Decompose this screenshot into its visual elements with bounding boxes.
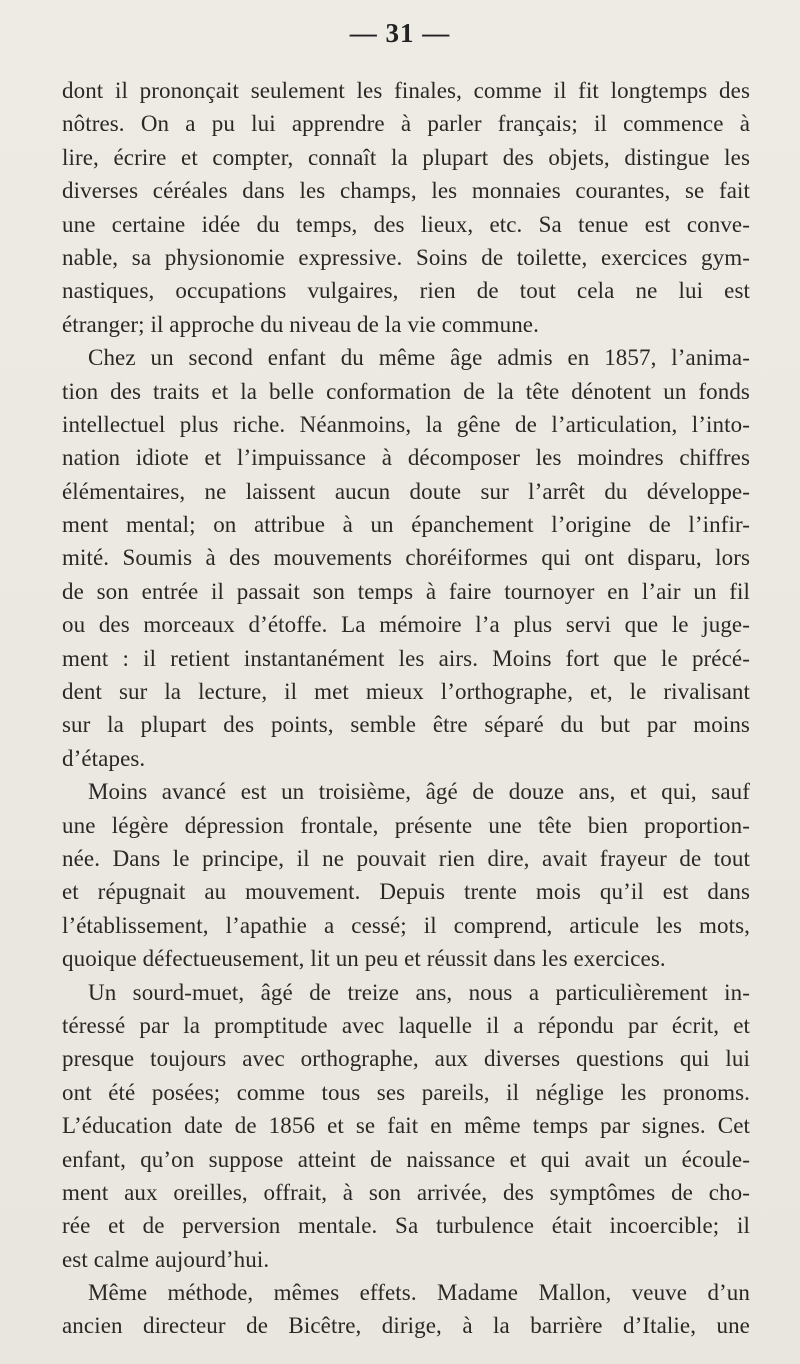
text-line: presque toujours avec orthographe, aux diverses questions qui lui [62,1046,750,1072]
text-line: une certaine idée du temps, des lieux, etc. Sa tenue est conve- [62,211,750,237]
text-line: rée et de perversion mentale. Sa turbulence était incoercible; il [62,1213,750,1239]
text-line: étranger; il approche du niveau de la vie commune. [62,311,539,337]
text-line: tion des traits et la belle conformation de la tête dénotent un fonds [62,378,750,404]
text-line: nôtres. On a pu lui apprendre à parler français; il commence à [62,111,750,137]
text-line: sur la plupart des points, semble être séparé du but par moins [62,712,750,738]
text-line: Chez un second enfant du même âge admis en 1857, l’anima- [88,345,750,371]
text-line: enfant, qu’on suppose atteint de naissance et qui avait un écoule- [62,1146,750,1172]
text-line: une légère dépression frontale, présente une tête bien proportion- [62,812,750,838]
text-line: diverses céréales dans les champs, les monnaies courantes, se fait [62,178,750,204]
text-line: ment mental; on attribue à un épanchement l’origine de l’infir- [62,512,750,538]
text-line: quoique défectueusement, lit un peu et réussit dans les exercices. [62,946,666,972]
text-line: ou des morceaux d’étoffe. La mémoire l’a plus servi que le juge- [62,612,750,638]
text-line: téressé par la promptitude avec laquelle il a répondu par écrit, et [62,1012,750,1038]
page-number-header: — 31 — [349,18,451,48]
text-line: est calme aujourd’hui. [62,1246,270,1272]
text-line: dont il prononçait seulement les finales, comme il fit longtemps des [62,78,750,103]
text-line: mité. Soumis à des mouvements choréiformes qui ont disparu, lors [62,545,750,571]
text-line: née. Dans le principe, il ne pouvait rien dire, avait frayeur de tout [62,845,750,871]
body-text [62,74,750,1343]
text-line: ont été posées; comme tous ses pareils, il néglige les pronoms. [62,1079,750,1105]
text-line: dent sur la lecture, il met mieux l’orthographe, et, le rivalisant [62,679,750,705]
text-line: nastiques, occupations vulgaires, rien de tout cela ne lui est [62,278,750,304]
text-line: Moins avancé est un troisième, âgé de douze ans, et qui, sauf [88,779,750,805]
text-line: ancien directeur de Bicêtre, dirige, à la barrière d’Italie, une [62,1313,750,1339]
text-line: élémentaires, ne laissent aucun doute sur l’arrêt du développe- [62,478,750,504]
text-line: et répugnait au mouvement. Depuis trente mois qu’il est dans [62,879,750,905]
text-line: nation idiote et l’impuissance à décomposer les moindres chiffres [62,445,750,471]
text-line: de son entrée il passait son temps à faire tournoyer en l’air un fil [62,578,750,604]
text-line: ment : il retient instantanément les airs. Moins fort que le précé- [62,645,750,671]
text-line: d’étapes. [62,745,146,771]
text-line: L’éducation date de 1856 et se fait en même temps par signes. Cet [62,1113,750,1139]
text-line: ment aux oreilles, offrait, à son arrivée, des symptômes de cho- [62,1179,750,1205]
text-line: intellectuel plus riche. Néanmoins, la gêne de l’articulation, l’into- [62,411,750,437]
text-line: Même méthode, mêmes effets. Madame Mallon, veuve d’un [88,1280,750,1306]
text-line: l’établissement, l’apathie a cessé; il comprend, articule les mots, [62,912,750,938]
text-line: Un sourd-muet, âgé de treize ans, nous a particulièrement in- [88,979,750,1005]
text-line: nable, sa physionomie expressive. Soins de toilette, exercices gym- [62,244,750,270]
text-line: lire, écrire et compter, connaît la plupart des objets, distingue les [62,144,750,170]
